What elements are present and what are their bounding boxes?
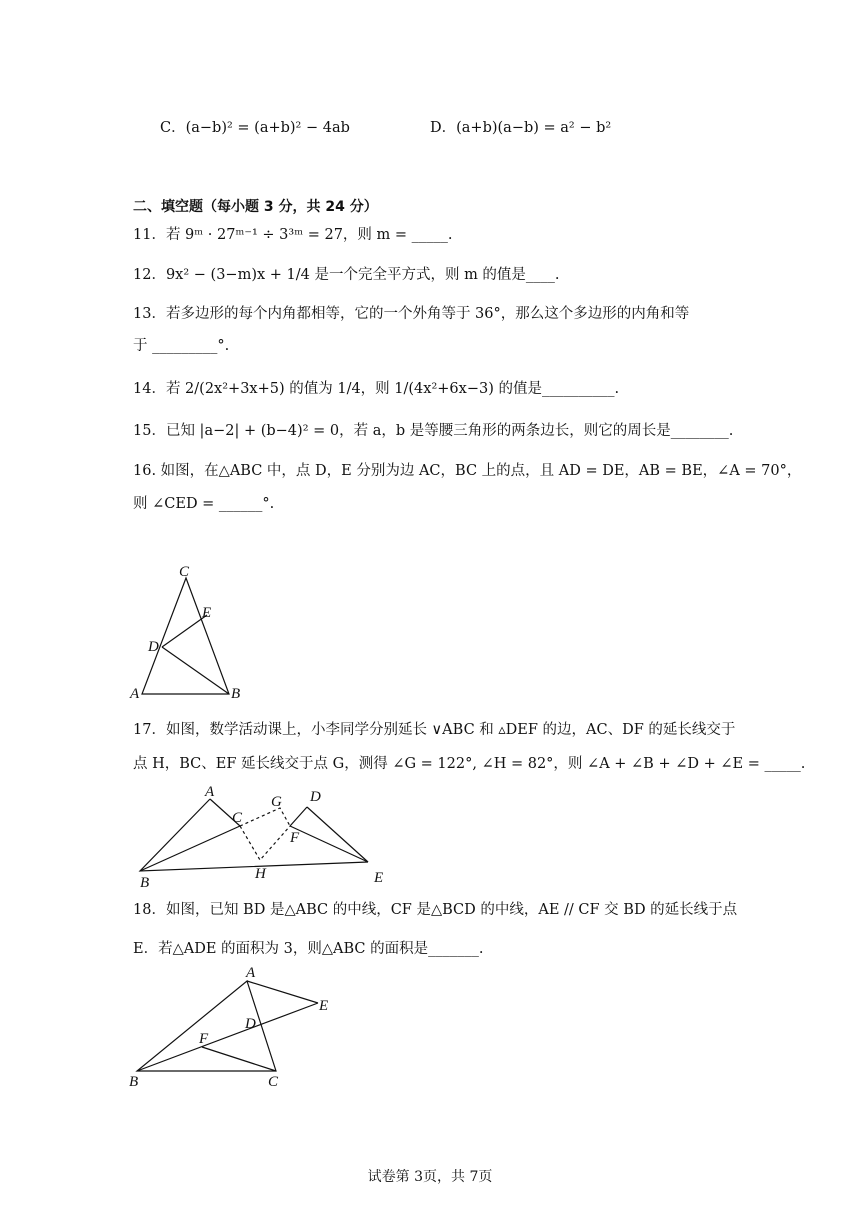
- segment-de: [162, 615, 207, 647]
- option-d: D．(a+b)(a−b) = a² − b²: [430, 120, 612, 136]
- question-17-line-1: 17．如图，数学活动课上，小李同学分别延长 ∨ABC 和 ▵DEF 的边，AC、DF 的延长线交于: [133, 722, 736, 738]
- label-e: E: [202, 605, 212, 621]
- segment-fc: [202, 1047, 276, 1071]
- option-c: C．(a−b)² = (a+b)² − 4ab: [160, 120, 350, 136]
- triangle-abc-sides: [140, 799, 368, 871]
- label-g: G: [271, 794, 282, 810]
- label-b: B: [231, 686, 241, 702]
- question-17-line-2: 点 H，BC、EF 延长线交于点 G，测得 ∠G = 122°, ∠H = 82°，则 ∠A + ∠B + ∠D + ∠E = _____.: [133, 756, 806, 772]
- label-e: E: [319, 998, 329, 1014]
- label-a: A: [205, 784, 215, 800]
- label-d: D: [310, 789, 321, 805]
- triangle-abc: [142, 578, 229, 694]
- segment-df: [290, 807, 307, 826]
- page-footer: 试卷第 3页，共 7页: [367, 1169, 493, 1185]
- segment-de: [307, 807, 368, 862]
- figure-16: [125, 560, 245, 705]
- question-12: 12．9x² − (3−m)x + 1/4 是一个完全平方式，则 m 的值是____.: [133, 267, 560, 283]
- label-a: A: [130, 686, 140, 702]
- segment-db: [162, 647, 229, 694]
- question-14: 14．若 2/(2x²+3x+5) 的值为 1/4，则 1/(4x²+6x−3) 的值是__________.: [133, 381, 620, 397]
- segment-fe: [290, 826, 368, 862]
- segment-bc: [140, 826, 240, 871]
- question-16-line-2: 则 ∠CED = ______°.: [133, 496, 275, 512]
- label-c: C: [179, 564, 190, 580]
- label-b: B: [129, 1074, 139, 1090]
- label-b: B: [140, 875, 150, 891]
- question-13-line-1: 13．若多边形的每个内角都相等，它的一个外角等于 36°，那么这个多边形的内角和等: [133, 306, 690, 322]
- label-c: C: [232, 810, 243, 826]
- label-d: D: [245, 1016, 256, 1032]
- question-16-line-1: 16. 如图，在△ABC 中，点 D，E 分别为边 AC，BC 上的点，且 AD = DE，AB = BE，∠A = 70°，: [133, 463, 802, 479]
- segment-ae: [247, 981, 318, 1003]
- label-e: E: [374, 870, 384, 886]
- question-18-line-2: E．若△ADE 的面积为 3，则△ABC 的面积是_______.: [133, 941, 484, 957]
- label-d: D: [148, 639, 159, 655]
- section-heading: 二、填空题（每小题 3 分，共 24 分）: [133, 199, 378, 215]
- figure-18: [125, 958, 355, 1093]
- figure-17: [130, 780, 400, 892]
- label-a: A: [246, 965, 256, 981]
- question-11: 11．若 9ᵐ · 27ᵐ⁻¹ ÷ 3³ᵐ = 27，则 m = _____.: [133, 227, 453, 243]
- label-h: H: [255, 866, 266, 882]
- label-f: F: [290, 830, 300, 846]
- label-c: C: [268, 1074, 279, 1090]
- segment-be: [137, 1003, 318, 1071]
- extension-g: [240, 808, 290, 826]
- question-13-line-2: 于 _________°.: [133, 338, 230, 354]
- question-18-line-1: 18．如图，已知 BD 是△ABC 的中线，CF 是△BCD 的中线，AE // CF 交 BD 的延长线于点: [133, 902, 738, 918]
- label-f: F: [199, 1031, 209, 1047]
- extension-h: [240, 826, 290, 860]
- question-15: 15．已知 |a−2| + (b−4)² = 0，若 a，b 是等腰三角形的两条边长，则它的周长是________.: [133, 423, 734, 439]
